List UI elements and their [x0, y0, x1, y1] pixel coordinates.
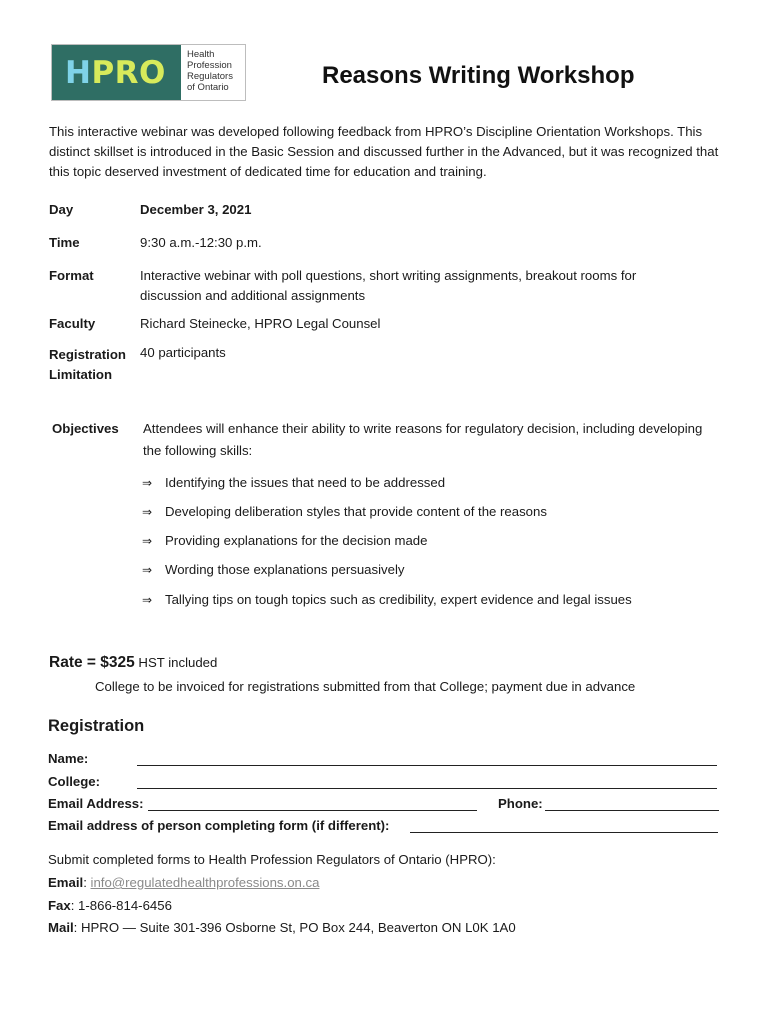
submit-email-line [48, 875, 319, 890]
mail-label: Mail [48, 920, 74, 935]
objective-text: Developing deliberation styles that provide content of the reasons [165, 504, 547, 519]
objective-item [142, 475, 445, 490]
registration-limitation-value: 40 participants [140, 345, 226, 360]
logo-letter-h: H [65, 54, 92, 91]
logo-wordmark [181, 45, 233, 100]
day-value: December 3, 2021 [140, 202, 252, 217]
objective-text: Wording those explanations persuasively [165, 562, 405, 577]
logo-line: Regulators [187, 71, 233, 82]
objectives-label: Objectives [52, 421, 119, 436]
completer-email-field[interactable] [410, 832, 718, 833]
registration-limitation-label [49, 345, 126, 385]
registration-limitation-label-line: Registration [49, 347, 126, 362]
email-field[interactable] [148, 810, 477, 811]
email-label: Email Address: [48, 796, 144, 811]
logo-line: of Ontario [187, 82, 229, 93]
objective-text: Providing explanations for the decision made [165, 533, 428, 548]
intro-paragraph: This interactive webinar was developed following feedback from HPRO’s Discipline Orientation Workshops. This distinct skillset is introduced in the Basic Session and discussed further in the Advanced, but it was recognized that this topic deserved investment of dedicated time for education and training. [49, 124, 719, 179]
arrow-icon: ⇒ [142, 534, 153, 548]
arrow-icon: ⇒ [142, 476, 153, 490]
phone-label: Phone: [498, 796, 543, 811]
logo-mark [52, 45, 181, 100]
hpro-logo [51, 44, 246, 101]
arrow-icon: ⇒ [142, 505, 153, 519]
name-field[interactable] [137, 765, 717, 766]
objective-item [142, 533, 427, 548]
logo-line: Health [187, 49, 215, 60]
objectives-intro: Attendees will enhance their ability to write reasons for regulatory decision, including developing the following skills: [143, 421, 703, 458]
arrow-icon: ⇒ [142, 563, 153, 577]
arrow-icon: ⇒ [142, 593, 153, 607]
format-label: Format [49, 268, 94, 283]
submit-intro: Submit completed forms to Health Profession Regulators of Ontario (HPRO): [48, 852, 496, 867]
objective-item [142, 592, 632, 607]
name-label: Name: [48, 751, 89, 766]
faculty-value: Richard Steinecke, HPRO Legal Counsel [140, 316, 381, 331]
objective-text: Identifying the issues that need to be addressed [165, 475, 446, 490]
rate-amount: Rate = $325 [49, 654, 135, 671]
faculty-label: Faculty [49, 316, 96, 331]
rate-note: HST included [138, 655, 218, 670]
college-field[interactable] [137, 788, 717, 789]
mail-value: : HPRO — Suite 301-396 Osborne St, PO Box 244, Beaverton ON L0K 1A0 [73, 920, 516, 935]
time-value: 9:30 a.m.-12:30 p.m. [140, 235, 262, 250]
submit-email-label: Email [48, 875, 84, 890]
objective-item [142, 562, 404, 577]
phone-field[interactable] [545, 810, 719, 811]
email-link[interactable]: info@regulatedhealthprofessions.on.ca [90, 875, 320, 890]
rate-line [49, 654, 217, 672]
registration-limitation-label-line: Limitation [49, 367, 113, 382]
fax-value: : 1-866-814-6456 [70, 898, 172, 913]
submit-mail-line [48, 920, 516, 935]
fax-label: Fax [48, 898, 71, 913]
objective-item [142, 504, 547, 519]
objective-text: Tallying tips on tough topics such as credibility, expert evidence and legal issues [165, 592, 632, 607]
logo-letters-pro: PRO [91, 54, 166, 91]
registration-heading: Registration [48, 717, 145, 735]
day-label: Day [49, 202, 74, 217]
format-value: Interactive webinar with poll questions, short writing assignments, breakout rooms for discussion and additional assignments [140, 268, 637, 303]
college-label: College: [48, 774, 101, 789]
page-title: Reasons Writing Workshop [322, 62, 635, 89]
submit-fax-line [48, 898, 172, 913]
invoice-note: College to be invoiced for registrations submitted from that College; payment due in advance [95, 679, 636, 694]
colon: : [83, 875, 91, 890]
logo-line: Profession [187, 60, 232, 71]
time-label: Time [49, 235, 80, 250]
completer-email-label: Email address of person completing form (if different): [48, 818, 390, 833]
